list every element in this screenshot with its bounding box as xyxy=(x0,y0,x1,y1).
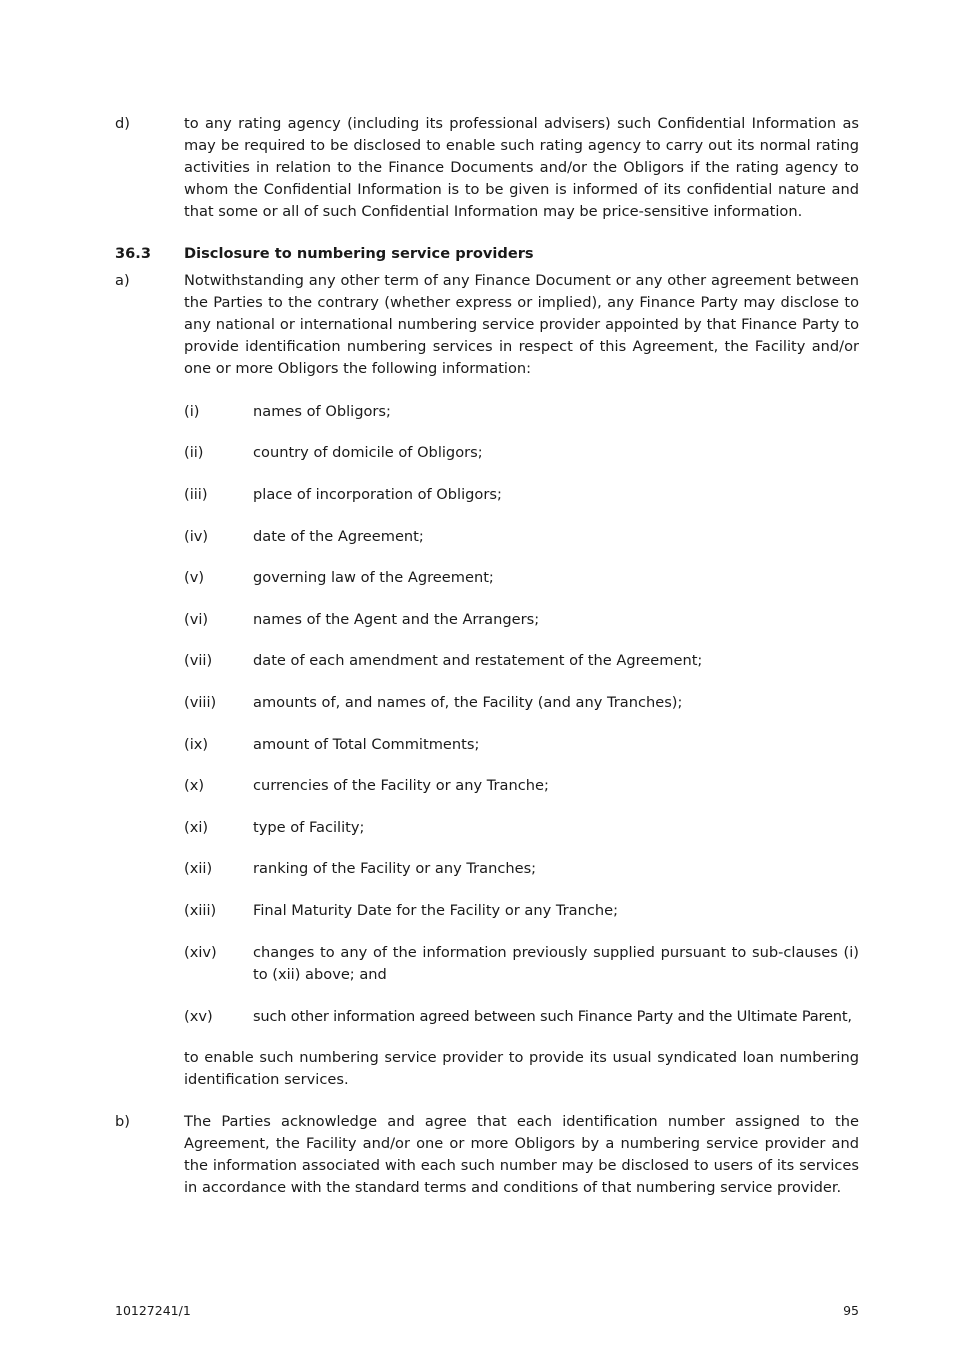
list-item xyxy=(184,650,859,672)
list-item-label: (xiv) xyxy=(184,944,217,961)
list-item-label: (x) xyxy=(184,777,205,794)
list-item xyxy=(184,526,859,548)
list-item-text: currencies of the Facility or any Tranche; xyxy=(253,777,549,794)
list-item-text: ranking of the Facility or any Tranches; xyxy=(253,860,537,877)
list-item-text: amounts of, and names of, the Facility (and any Tranches); xyxy=(253,694,683,711)
list-item xyxy=(184,942,859,986)
list-item xyxy=(184,442,859,464)
list-item-label: (v) xyxy=(184,569,205,586)
list-item-text: names of the Agent and the Arrangers; xyxy=(253,611,540,628)
list-item xyxy=(184,858,859,880)
continuation-text: to enable such numbering service provider to provide its usual syndicated loan numbering identification services. xyxy=(184,1049,859,1088)
section-number: 36.3 xyxy=(115,245,152,262)
list-item-label: (iii) xyxy=(184,486,208,503)
list-item-text: country of domicile of Obligors; xyxy=(253,444,483,461)
list-item-text: date of the Agreement; xyxy=(253,528,424,545)
list-item xyxy=(184,484,859,506)
list-item-text: names of Obligors; xyxy=(253,403,391,420)
list-item-label: (vii) xyxy=(184,652,213,669)
continuation xyxy=(115,1047,859,1091)
section-heading xyxy=(115,243,859,265)
list-item-text: governing law of the Agreement; xyxy=(253,569,494,586)
list-item-text: such other information agreed between such Finance Party and the Ultimate Parent, xyxy=(253,1008,852,1025)
clause-d xyxy=(115,113,859,223)
list-item-text: changes to any of the information previously supplied pursuant to sub-clauses (i) to (xii) above; and xyxy=(253,944,859,983)
page-number: 95 xyxy=(843,1303,859,1318)
list-item-text: amount of Total Commitments; xyxy=(253,736,480,753)
list-item xyxy=(184,401,859,423)
clause-b xyxy=(115,1111,859,1199)
list-item-label: (xii) xyxy=(184,860,213,877)
clause-d-text: to any rating agency (including its professional advisers) such Confidential Information as may be required to be disclosed to enable such rating agency to carry out its normal rating activities in relation to the Finance Documents and/or the Obligors if the rating agency to whom the Confidential Information is to be given is informed of its confidential nature and that some or all of such Confidential Information may be price-sensitive information. xyxy=(184,115,859,220)
clause-a xyxy=(115,270,859,380)
list-item-text: date of each amendment and restatement of the Agreement; xyxy=(253,652,703,669)
list-item-label: (i) xyxy=(184,403,200,420)
list-item xyxy=(184,734,859,756)
clause-a-text: Notwithstanding any other term of any Finance Document or any other agreement between the Parties to the contrary (whether express or implied), any Finance Party may disclose to any national or international numbering service provider appointed by that Finance Party to provide identification numbering services in respect of this Agreement, the Facility and/or one or more Obligors the following information: xyxy=(184,272,859,377)
list-item-text: type of Facility; xyxy=(253,819,365,836)
list-item xyxy=(184,775,859,797)
clause-b-text: The Parties acknowledge and agree that each identification number assigned to the Agreement, the Facility and/or one or more Obligors by a numbering service provider and the information associated with each such number may be disclosed to users of its services in accordance with the standard terms and conditions of that numbering service provider. xyxy=(184,1113,859,1196)
document-reference: 10127241/1 xyxy=(115,1303,191,1318)
section-title: Disclosure to numbering service providers xyxy=(184,245,534,262)
list-item-label: (viii) xyxy=(184,694,217,711)
clause-d-label: d) xyxy=(115,115,130,132)
list-item xyxy=(184,692,859,714)
list-item-label: (iv) xyxy=(184,528,209,545)
list-item-label: (xiii) xyxy=(184,902,217,919)
list-item-label: (ii) xyxy=(184,444,204,461)
clause-b-label: b) xyxy=(115,1113,130,1130)
list-item-label: (xv) xyxy=(184,1008,213,1025)
list-item xyxy=(184,609,859,631)
list-item xyxy=(184,567,859,589)
clause-a-label: a) xyxy=(115,272,130,289)
list-item-label: (vi) xyxy=(184,611,209,628)
list-item xyxy=(184,1006,859,1028)
list-item-text: Final Maturity Date for the Facility or any Tranche; xyxy=(253,902,618,919)
list-item xyxy=(184,817,859,839)
list-item-text: place of incorporation of Obligors; xyxy=(253,486,502,503)
list-item xyxy=(184,900,859,922)
list-item-label: (ix) xyxy=(184,736,209,753)
list-item-label: (xi) xyxy=(184,819,209,836)
